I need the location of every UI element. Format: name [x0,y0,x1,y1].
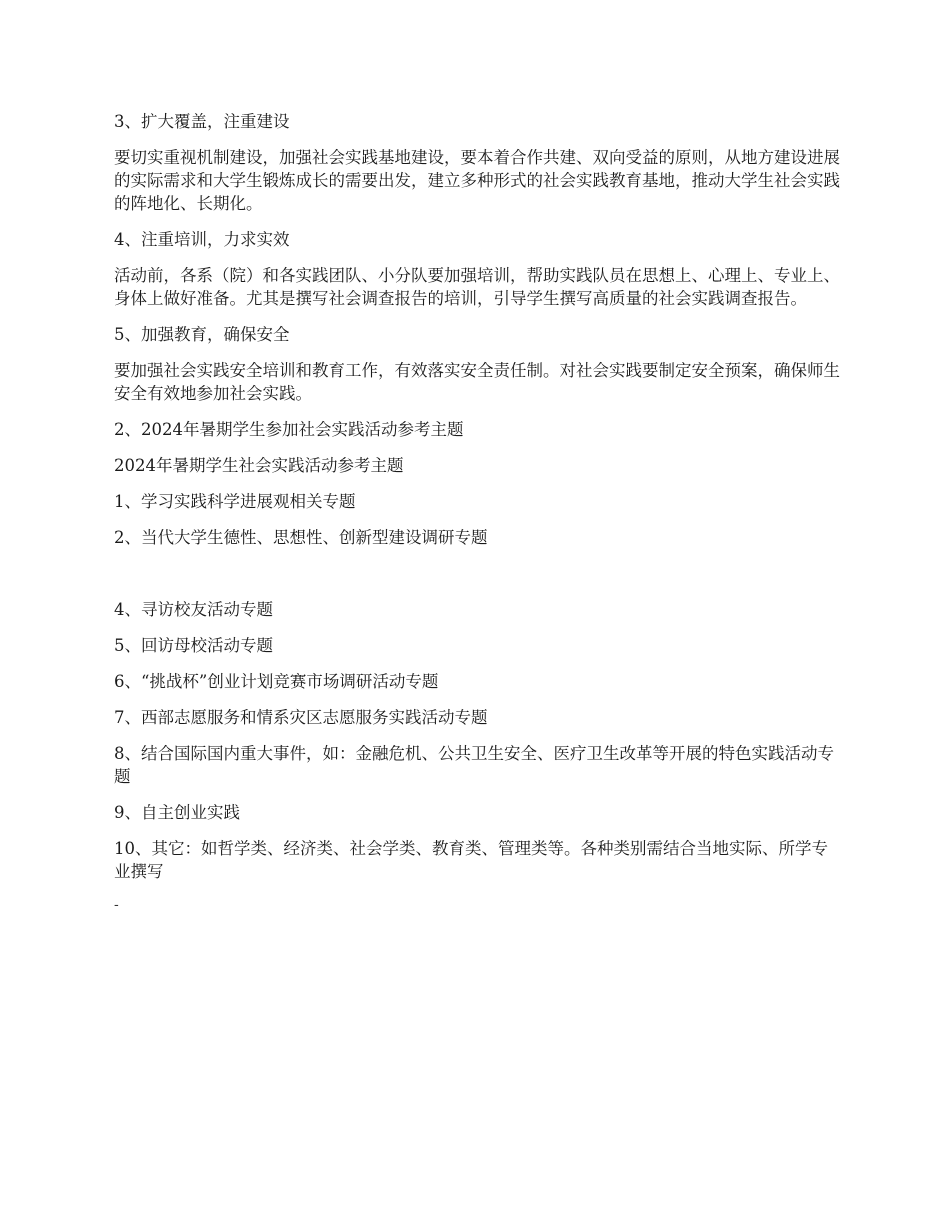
topic-item-9: 9、自主创业实践 [114,803,240,822]
heading-safety: 5、加强教育，确保安全 [114,325,290,344]
paragraph-mechanism-building: 要切实重视机制建设，加强社会实践基地建设，要本着合作共建、双向受益的原则，从地方建设进展的实际需求和大学生锻炼成长的需要出发，建立多种形式的社会实践教育基地，推动大学生社会实践的阵地化、长期化。 [114,148,840,213]
topic-item-2: 2、当代大学生德性、思想性、创新型建设调研专题 [114,528,488,547]
subheading-reference-topics: 2024年暑期学生社会实践活动参考主题 [114,456,404,475]
topic-item-10: 10、其它：如哲学类、经济类、社会学类、教育类、管理类等。各种类别需结合当地实际、所学专业撰写 [114,839,828,881]
topic-item-8: 8、结合国际国内重大事件，如：金融危机、公共卫生安全、医疗卫生改革等开展的特色实践活动专题 [114,744,834,786]
topic-item-7: 7、西部志愿服务和情系灾区志愿服务实践活动专题 [114,708,488,727]
topic-item-4: 4、寻访校友活动专题 [114,600,273,619]
trailing-dash: - [114,897,119,913]
blank-gap [114,562,840,598]
heading-reference-topics: 2、2024年暑期学生参加社会实践活动参考主题 [114,420,464,439]
paragraph-training: 活动前，各系（院）和各实践团队、小分队要加强培训，帮助实践队员在思想上、心理上、专业上、身体上做好准备。尤其是撰写社会调查报告的培训，引导学生撰写高质量的社会实践调查报告。 [114,266,840,308]
topic-item-1: 1、学习实践科学进展观相关专题 [114,492,356,511]
topic-item-5: 5、回访母校活动专题 [114,636,273,655]
heading-expand-coverage: 3、扩大覆盖，注重建设 [114,112,290,131]
paragraph-safety: 要加强社会实践安全培训和教育工作，有效落实安全责任制。对社会实践要制定安全预案，确保师生安全有效地参加社会实践。 [114,361,840,403]
topic-item-6: 6、“挑战杯”创业计划竞赛市场调研活动专题 [114,672,439,691]
heading-training: 4、注重培训，力求实效 [114,230,290,249]
document-body [114,110,840,914]
